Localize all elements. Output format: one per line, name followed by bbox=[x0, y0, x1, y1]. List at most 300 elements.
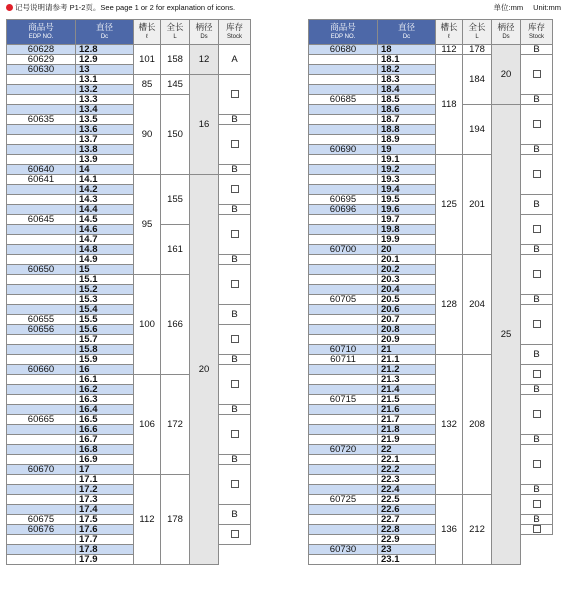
diameter-cell: 21.5 bbox=[378, 395, 436, 405]
edp-number-cell bbox=[309, 505, 378, 515]
stock-cell: B bbox=[219, 115, 251, 125]
empty-stock-box-icon bbox=[533, 120, 541, 128]
diameter-cell: 17.7 bbox=[76, 535, 134, 545]
diameter-cell: 16 bbox=[76, 365, 134, 375]
edp-number-cell: 60670 bbox=[7, 465, 76, 475]
flute-length-cell: 112 bbox=[134, 475, 161, 565]
diameter-cell: 15.4 bbox=[76, 305, 134, 315]
total-length-cell: 161 bbox=[161, 225, 190, 275]
diameter-cell: 15.1 bbox=[76, 275, 134, 285]
diameter-cell: 15.8 bbox=[76, 345, 134, 355]
diameter-cell: 15.3 bbox=[76, 295, 134, 305]
edp-number-cell bbox=[7, 255, 76, 265]
spec-table-right bbox=[308, 19, 553, 565]
unit-label bbox=[483, 2, 561, 13]
diameter-cell: 20.3 bbox=[378, 275, 436, 285]
edp-number-cell bbox=[7, 225, 76, 235]
diameter-cell: 21.1 bbox=[378, 355, 436, 365]
stock-cell: B bbox=[219, 205, 251, 215]
stock-cell: B bbox=[219, 305, 251, 325]
edp-number-cell bbox=[7, 485, 76, 495]
diameter-cell: 19.9 bbox=[378, 235, 436, 245]
edp-number-cell bbox=[7, 445, 76, 455]
stock-cell: B bbox=[521, 95, 553, 105]
edp-number-cell bbox=[309, 405, 378, 415]
edp-number-cell bbox=[7, 295, 76, 305]
edp-number-cell bbox=[309, 165, 378, 175]
diameter-cell: 20.6 bbox=[378, 305, 436, 315]
edp-number-cell: 60696 bbox=[309, 205, 378, 215]
edp-number-cell bbox=[7, 275, 76, 285]
diameter-cell: 20.1 bbox=[378, 255, 436, 265]
edp-number-cell bbox=[7, 505, 76, 515]
diameter-cell: 14 bbox=[76, 165, 134, 175]
edp-number-cell bbox=[309, 155, 378, 165]
stock-cell bbox=[521, 525, 553, 535]
edp-number-cell bbox=[309, 375, 378, 385]
diameter-cell: 22.5 bbox=[378, 495, 436, 505]
edp-number-cell bbox=[7, 335, 76, 345]
edp-number-cell: 60685 bbox=[309, 95, 378, 105]
diameter-cell: 16.7 bbox=[76, 435, 134, 445]
diameter-cell: 20.4 bbox=[378, 285, 436, 295]
table-row bbox=[7, 75, 251, 85]
diameter-cell: 15.9 bbox=[76, 355, 134, 365]
edp-number-cell: 60720 bbox=[309, 445, 378, 455]
diameter-cell: 18.5 bbox=[378, 95, 436, 105]
stock-cell: B bbox=[521, 345, 553, 365]
diameter-cell: 13.7 bbox=[76, 135, 134, 145]
diameter-cell: 22 bbox=[378, 445, 436, 455]
stock-cell bbox=[219, 365, 251, 405]
diameter-cell: 18.2 bbox=[378, 65, 436, 75]
header-total-length: 全长 L bbox=[463, 20, 492, 45]
empty-stock-box-icon bbox=[231, 380, 239, 388]
diameter-cell: 16.2 bbox=[76, 385, 134, 395]
shank-diameter-cell: 12 bbox=[190, 45, 219, 75]
flute-length-cell: 106 bbox=[134, 375, 161, 475]
edp-number-cell bbox=[7, 185, 76, 195]
stock-cell bbox=[219, 525, 251, 545]
diameter-cell: 19.4 bbox=[378, 185, 436, 195]
edp-number-cell bbox=[7, 135, 76, 145]
diameter-cell: 21 bbox=[378, 345, 436, 355]
diameter-cell: 19.5 bbox=[378, 195, 436, 205]
edp-number-cell bbox=[7, 95, 76, 105]
edp-number-cell bbox=[309, 465, 378, 475]
diameter-cell: 16.6 bbox=[76, 425, 134, 435]
edp-number-cell bbox=[309, 515, 378, 525]
edp-number-cell bbox=[309, 55, 378, 65]
edp-number-cell bbox=[309, 75, 378, 85]
diameter-cell: 18.6 bbox=[378, 105, 436, 115]
diameter-cell: 22.7 bbox=[378, 515, 436, 525]
edp-number-cell: 60695 bbox=[309, 195, 378, 205]
diameter-cell: 20.7 bbox=[378, 315, 436, 325]
diameter-cell: 14.8 bbox=[76, 245, 134, 255]
stock-cell bbox=[521, 445, 553, 485]
edp-number-cell bbox=[309, 305, 378, 315]
diameter-cell: 20.5 bbox=[378, 295, 436, 305]
edp-number-cell bbox=[7, 85, 76, 95]
diameter-cell: 16.4 bbox=[76, 405, 134, 415]
edp-number-cell: 60656 bbox=[7, 325, 76, 335]
edp-number-cell bbox=[7, 155, 76, 165]
edp-number-cell: 60640 bbox=[7, 165, 76, 175]
header-shank-diameter: 柄径 Ds bbox=[492, 20, 521, 45]
edp-number-cell bbox=[309, 105, 378, 115]
edp-number-cell bbox=[7, 355, 76, 365]
diameter-cell: 21.3 bbox=[378, 375, 436, 385]
stock-cell bbox=[521, 155, 553, 195]
empty-stock-box-icon bbox=[533, 170, 541, 178]
diameter-cell: 22.3 bbox=[378, 475, 436, 485]
empty-stock-box-icon bbox=[533, 270, 541, 278]
header-flute-length: 槽长 ℓ bbox=[134, 20, 161, 45]
header-edp: 商品号 EDP NO. bbox=[309, 20, 378, 45]
stock-cell: B bbox=[521, 435, 553, 445]
edp-number-cell bbox=[309, 325, 378, 335]
flute-length-cell: 101 bbox=[134, 45, 161, 75]
diameter-cell: 20.8 bbox=[378, 325, 436, 335]
edp-number-cell: 60645 bbox=[7, 215, 76, 225]
empty-stock-box-icon bbox=[533, 370, 541, 378]
header-shank-diameter: 柄径 Ds bbox=[190, 20, 219, 45]
edp-number-cell: 60705 bbox=[309, 295, 378, 305]
diameter-cell: 14.2 bbox=[76, 185, 134, 195]
edp-number-cell bbox=[309, 425, 378, 435]
total-length-cell: 204 bbox=[463, 255, 492, 355]
edp-number-cell bbox=[309, 435, 378, 445]
table-body bbox=[7, 45, 251, 565]
edp-number-cell bbox=[7, 235, 76, 245]
total-length-cell: 178 bbox=[161, 475, 190, 565]
diameter-cell: 14.4 bbox=[76, 205, 134, 215]
diameter-cell: 23 bbox=[378, 545, 436, 555]
flute-length-cell: 132 bbox=[436, 355, 463, 495]
diameter-cell: 21.2 bbox=[378, 365, 436, 375]
header-stock: 库存 Stock bbox=[219, 20, 251, 45]
edp-number-cell bbox=[7, 425, 76, 435]
diameter-cell: 17.3 bbox=[76, 495, 134, 505]
edp-number-cell: 60700 bbox=[309, 245, 378, 255]
empty-stock-box-icon bbox=[231, 530, 239, 538]
edp-number-cell bbox=[7, 475, 76, 485]
diameter-cell: 20.9 bbox=[378, 335, 436, 345]
shank-diameter-cell: 20 bbox=[492, 45, 521, 105]
stock-cell: B bbox=[521, 245, 553, 255]
empty-stock-box-icon bbox=[231, 280, 239, 288]
edp-number-cell: 60641 bbox=[7, 175, 76, 185]
empty-stock-box-icon bbox=[533, 525, 541, 533]
edp-number-cell bbox=[7, 535, 76, 545]
edp-number-cell: 60715 bbox=[309, 395, 378, 405]
diameter-cell: 19.2 bbox=[378, 165, 436, 175]
diameter-cell: 16.5 bbox=[76, 415, 134, 425]
red-dot-icon bbox=[6, 4, 13, 11]
edp-number-cell bbox=[309, 275, 378, 285]
diameter-cell: 22.6 bbox=[378, 505, 436, 515]
diameter-cell: 13.4 bbox=[76, 105, 134, 115]
edp-number-cell bbox=[7, 195, 76, 205]
total-length-cell: 155 bbox=[161, 175, 190, 225]
flute-length-cell: 85 bbox=[134, 75, 161, 95]
diameter-cell: 17 bbox=[76, 465, 134, 475]
icon-note bbox=[6, 2, 235, 13]
diameter-cell: 16.9 bbox=[76, 455, 134, 465]
diameter-cell: 22.9 bbox=[378, 535, 436, 545]
empty-stock-box-icon bbox=[231, 140, 239, 148]
edp-number-cell bbox=[309, 525, 378, 535]
shank-diameter-cell: 20 bbox=[190, 175, 219, 565]
edp-number-cell: 60635 bbox=[7, 115, 76, 125]
edp-number-cell: 60710 bbox=[309, 345, 378, 355]
empty-stock-box-icon bbox=[533, 320, 541, 328]
edp-number-cell: 60711 bbox=[309, 355, 378, 365]
edp-number-cell bbox=[309, 455, 378, 465]
header-edp: 商品号 EDP NO. bbox=[7, 20, 76, 45]
stock-cell: A bbox=[219, 45, 251, 75]
edp-number-cell: 60725 bbox=[309, 495, 378, 505]
diameter-cell: 17.1 bbox=[76, 475, 134, 485]
stock-cell: B bbox=[219, 405, 251, 415]
diameter-cell: 14.3 bbox=[76, 195, 134, 205]
diameter-cell: 17.6 bbox=[76, 525, 134, 535]
stock-cell: B bbox=[521, 385, 553, 395]
stock-cell bbox=[521, 55, 553, 95]
shank-diameter-cell: 25 bbox=[492, 105, 521, 565]
edp-number-cell: 60690 bbox=[309, 145, 378, 155]
diameter-cell: 15.5 bbox=[76, 315, 134, 325]
header-stock: 库存 Stock bbox=[521, 20, 553, 45]
diameter-cell: 22.1 bbox=[378, 455, 436, 465]
edp-number-cell bbox=[309, 265, 378, 275]
edp-number-cell bbox=[309, 235, 378, 245]
edp-number-cell: 60676 bbox=[7, 525, 76, 535]
header-flute-length: 槽长 ℓ bbox=[436, 20, 463, 45]
edp-number-cell bbox=[309, 85, 378, 95]
diameter-cell: 16.1 bbox=[76, 375, 134, 385]
edp-number-cell: 60730 bbox=[309, 545, 378, 555]
diameter-cell: 22.4 bbox=[378, 485, 436, 495]
diameter-cell: 18.8 bbox=[378, 125, 436, 135]
total-length-cell: 158 bbox=[161, 45, 190, 75]
edp-number-cell: 60655 bbox=[7, 315, 76, 325]
table-row bbox=[309, 105, 553, 115]
stock-cell bbox=[521, 495, 553, 515]
diameter-cell: 18.9 bbox=[378, 135, 436, 145]
total-length-cell: 178 bbox=[463, 45, 492, 55]
diameter-cell: 23.1 bbox=[378, 555, 436, 565]
table-row bbox=[7, 45, 251, 55]
total-length-cell: 184 bbox=[463, 55, 492, 105]
edp-number-cell bbox=[309, 475, 378, 485]
diameter-cell: 15.2 bbox=[76, 285, 134, 295]
flute-length-cell: 100 bbox=[134, 275, 161, 375]
edp-number-cell bbox=[7, 245, 76, 255]
edp-number-cell bbox=[7, 435, 76, 445]
diameter-cell: 16.3 bbox=[76, 395, 134, 405]
diameter-cell: 21.9 bbox=[378, 435, 436, 445]
diameter-cell: 13.6 bbox=[76, 125, 134, 135]
diameter-cell: 13.8 bbox=[76, 145, 134, 155]
stock-cell: B bbox=[521, 295, 553, 305]
stock-cell bbox=[521, 365, 553, 385]
stock-cell bbox=[521, 395, 553, 435]
stock-cell: B bbox=[521, 485, 553, 495]
edp-number-cell bbox=[309, 115, 378, 125]
diameter-cell: 18.7 bbox=[378, 115, 436, 125]
unit-cn: 单位:mm bbox=[493, 3, 524, 12]
flute-length-cell: 128 bbox=[436, 255, 463, 355]
stock-cell: B bbox=[219, 505, 251, 525]
diameter-cell: 18.3 bbox=[378, 75, 436, 85]
table-row bbox=[309, 45, 553, 55]
flute-length-cell: 112 bbox=[436, 45, 463, 55]
diameter-cell: 14.9 bbox=[76, 255, 134, 265]
edp-number-cell bbox=[7, 375, 76, 385]
total-length-cell: 194 bbox=[463, 105, 492, 155]
shank-diameter-cell: 16 bbox=[190, 75, 219, 175]
edp-number-cell bbox=[309, 365, 378, 375]
table-body bbox=[309, 45, 553, 565]
total-length-cell: 145 bbox=[161, 75, 190, 95]
flute-length-cell: 90 bbox=[134, 95, 161, 175]
edp-number-cell bbox=[7, 75, 76, 85]
diameter-cell: 17.5 bbox=[76, 515, 134, 525]
diameter-cell: 22.2 bbox=[378, 465, 436, 475]
stock-cell bbox=[219, 215, 251, 255]
stock-cell: B bbox=[219, 165, 251, 175]
diameter-cell: 17.8 bbox=[76, 545, 134, 555]
stock-cell bbox=[219, 325, 251, 355]
edp-number-cell bbox=[309, 175, 378, 185]
stock-cell: B bbox=[219, 355, 251, 365]
diameter-cell: 19 bbox=[378, 145, 436, 155]
edp-number-cell bbox=[309, 555, 378, 565]
stock-cell bbox=[219, 465, 251, 505]
diameter-cell: 21.8 bbox=[378, 425, 436, 435]
diameter-cell: 13.3 bbox=[76, 95, 134, 105]
edp-number-cell bbox=[309, 255, 378, 265]
flute-length-cell: 125 bbox=[436, 155, 463, 255]
diameter-cell: 14.1 bbox=[76, 175, 134, 185]
diameter-cell: 13.9 bbox=[76, 155, 134, 165]
diameter-cell: 13.1 bbox=[76, 75, 134, 85]
empty-stock-box-icon bbox=[533, 410, 541, 418]
edp-number-cell: 60680 bbox=[309, 45, 378, 55]
empty-stock-box-icon bbox=[533, 225, 541, 233]
edp-number-cell: 60628 bbox=[7, 45, 76, 55]
stock-cell bbox=[219, 175, 251, 205]
edp-number-cell bbox=[7, 205, 76, 215]
stock-cell bbox=[219, 415, 251, 455]
flute-length-cell: 95 bbox=[134, 175, 161, 275]
diameter-cell: 14.6 bbox=[76, 225, 134, 235]
edp-number-cell: 60629 bbox=[7, 55, 76, 65]
diameter-cell: 22.8 bbox=[378, 525, 436, 535]
edp-number-cell bbox=[309, 535, 378, 545]
stock-cell: B bbox=[521, 515, 553, 525]
diameter-cell: 15.6 bbox=[76, 325, 134, 335]
empty-stock-box-icon bbox=[231, 335, 239, 343]
empty-stock-box-icon bbox=[533, 500, 541, 508]
diameter-cell: 17.9 bbox=[76, 555, 134, 565]
diameter-cell: 15.7 bbox=[76, 335, 134, 345]
edp-number-cell: 60665 bbox=[7, 415, 76, 425]
edp-number-cell bbox=[309, 135, 378, 145]
empty-stock-box-icon bbox=[231, 430, 239, 438]
icon-note-text: 记号说明请参考 P1-2页。See page 1 or 2 for explanation of icons. bbox=[15, 3, 236, 12]
diameter-cell: 18.1 bbox=[378, 55, 436, 65]
edp-number-cell bbox=[7, 405, 76, 415]
edp-number-cell bbox=[309, 485, 378, 495]
stock-cell: B bbox=[219, 455, 251, 465]
stock-cell bbox=[521, 105, 553, 145]
edp-number-cell bbox=[7, 455, 76, 465]
empty-stock-box-icon bbox=[231, 185, 239, 193]
stock-cell: B bbox=[219, 255, 251, 265]
stock-cell bbox=[521, 305, 553, 345]
edp-number-cell bbox=[309, 415, 378, 425]
edp-number-cell: 60675 bbox=[7, 515, 76, 525]
empty-stock-box-icon bbox=[231, 230, 239, 238]
diameter-cell: 16.8 bbox=[76, 445, 134, 455]
empty-stock-box-icon bbox=[231, 90, 239, 98]
edp-number-cell bbox=[309, 385, 378, 395]
stock-cell: B bbox=[521, 45, 553, 55]
header-diameter: 直径 Dc bbox=[76, 20, 134, 45]
edp-number-cell bbox=[309, 185, 378, 195]
edp-number-cell bbox=[309, 335, 378, 345]
spec-table-left bbox=[6, 19, 251, 565]
empty-stock-box-icon bbox=[533, 70, 541, 78]
diameter-cell: 17.4 bbox=[76, 505, 134, 515]
stock-cell bbox=[521, 255, 553, 295]
edp-number-cell bbox=[7, 305, 76, 315]
flute-length-cell: 136 bbox=[436, 495, 463, 565]
stock-cell bbox=[521, 215, 553, 245]
edp-number-cell bbox=[7, 285, 76, 295]
edp-number-cell bbox=[309, 65, 378, 75]
header-total-length: 全长 L bbox=[161, 20, 190, 45]
diameter-cell: 19.3 bbox=[378, 175, 436, 185]
empty-stock-box-icon bbox=[533, 460, 541, 468]
diameter-cell: 21.6 bbox=[378, 405, 436, 415]
diameter-cell: 21.7 bbox=[378, 415, 436, 425]
diameter-cell: 14.7 bbox=[76, 235, 134, 245]
table-header bbox=[309, 20, 553, 45]
diameter-cell: 19.1 bbox=[378, 155, 436, 165]
diameter-cell: 20 bbox=[378, 245, 436, 255]
total-length-cell: 166 bbox=[161, 275, 190, 375]
edp-number-cell bbox=[7, 395, 76, 405]
edp-number-cell bbox=[7, 545, 76, 555]
total-length-cell: 212 bbox=[463, 495, 492, 565]
diameter-cell: 19.6 bbox=[378, 205, 436, 215]
total-length-cell: 208 bbox=[463, 355, 492, 495]
total-length-cell: 201 bbox=[463, 155, 492, 255]
empty-stock-box-icon bbox=[231, 480, 239, 488]
diameter-cell: 18.4 bbox=[378, 85, 436, 95]
edp-number-cell bbox=[7, 125, 76, 135]
stock-cell bbox=[219, 75, 251, 115]
header-diameter: 直径 Dc bbox=[378, 20, 436, 45]
edp-number-cell bbox=[7, 145, 76, 155]
edp-number-cell bbox=[7, 555, 76, 565]
edp-number-cell bbox=[309, 315, 378, 325]
total-length-cell: 150 bbox=[161, 95, 190, 175]
